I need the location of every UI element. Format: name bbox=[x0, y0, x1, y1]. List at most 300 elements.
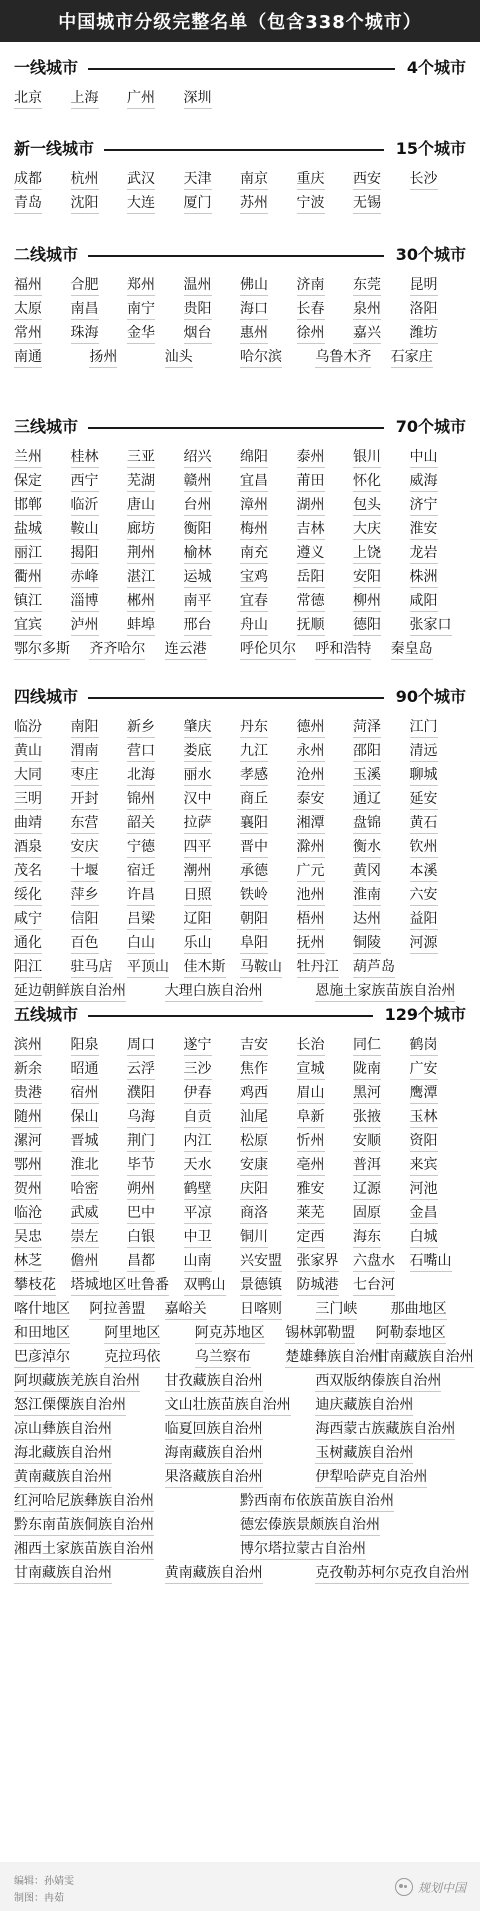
city-name: 忻州 bbox=[297, 1128, 325, 1154]
city-name: 烟台 bbox=[184, 320, 212, 346]
city-name: 鹰潭 bbox=[410, 1080, 438, 1106]
city-name: 德宏傣族景颇族自治州 bbox=[240, 1512, 380, 1538]
tier-count: 4个城市 bbox=[406, 58, 466, 77]
tier-divider bbox=[88, 697, 384, 699]
city-name: 益阳 bbox=[410, 906, 438, 932]
city-name: 承德 bbox=[240, 858, 268, 884]
city-name: 白银 bbox=[127, 1224, 155, 1250]
city-name: 和田地区 bbox=[14, 1320, 70, 1346]
city-name: 乌兰察布 bbox=[195, 1344, 251, 1370]
city-name: 盐城 bbox=[14, 516, 42, 542]
city-name: 淮北 bbox=[71, 1152, 99, 1178]
city-name: 扬州 bbox=[89, 344, 117, 370]
city-name: 绥化 bbox=[14, 882, 42, 908]
city-row bbox=[14, 1296, 466, 1322]
city-row bbox=[14, 1536, 466, 1562]
watermark bbox=[395, 1877, 466, 1897]
city-name: 深圳 bbox=[184, 85, 212, 111]
city-name: 郴州 bbox=[127, 588, 155, 614]
city-name: 通辽 bbox=[353, 786, 381, 812]
city-name: 广安 bbox=[410, 1056, 438, 1082]
tier-name: 二线城市 bbox=[14, 245, 79, 264]
city-row bbox=[14, 444, 466, 470]
city-row bbox=[14, 1560, 470, 1586]
city-name: 泰安 bbox=[297, 786, 325, 812]
city-row bbox=[14, 1344, 474, 1370]
city-name: 温州 bbox=[184, 272, 212, 298]
city-name: 郑州 bbox=[127, 272, 155, 298]
city-name: 晋城 bbox=[71, 1128, 99, 1154]
tier-name: 五线城市 bbox=[14, 1005, 79, 1024]
city-name: 安康 bbox=[240, 1152, 268, 1178]
city-name: 天津 bbox=[184, 166, 212, 192]
city-name: 巴彦淖尔 bbox=[14, 1344, 70, 1370]
city-name: 天水 bbox=[184, 1152, 212, 1178]
city-name: 东营 bbox=[71, 810, 99, 836]
city-name: 咸阳 bbox=[410, 588, 438, 614]
city-name: 榆林 bbox=[184, 540, 212, 566]
city-name: 嘉兴 bbox=[353, 320, 381, 346]
city-name: 商丘 bbox=[240, 786, 268, 812]
city-row bbox=[14, 320, 466, 346]
city-name: 邢台 bbox=[184, 612, 212, 638]
city-name: 珠海 bbox=[71, 320, 99, 346]
city-name: 咸宁 bbox=[14, 906, 42, 932]
city-name: 襄阳 bbox=[240, 810, 268, 836]
city-row bbox=[14, 1224, 466, 1250]
city-name: 沧州 bbox=[297, 762, 325, 788]
city-name: 长沙 bbox=[410, 166, 438, 192]
tier4-header bbox=[14, 686, 466, 710]
city-name: 南阳 bbox=[71, 714, 99, 740]
city-name: 曲靖 bbox=[14, 810, 42, 836]
city-name: 宜春 bbox=[240, 588, 268, 614]
city-name: 临沂 bbox=[71, 492, 99, 518]
city-name: 枣庄 bbox=[71, 762, 99, 788]
city-name: 朔州 bbox=[127, 1176, 155, 1202]
city-row bbox=[14, 882, 466, 908]
city-name: 张家界 bbox=[297, 1248, 339, 1274]
city-name: 铜陵 bbox=[353, 930, 381, 956]
city-name: 揭阳 bbox=[71, 540, 99, 566]
city-row bbox=[14, 1416, 466, 1442]
city-name: 玉林 bbox=[410, 1104, 438, 1130]
city-name: 崇左 bbox=[71, 1224, 99, 1250]
city-name: 阜阳 bbox=[240, 930, 268, 956]
city-name: 甘南藏族自治州 bbox=[376, 1344, 474, 1370]
city-name: 贵阳 bbox=[184, 296, 212, 322]
city-name: 黄南藏族自治州 bbox=[14, 1464, 112, 1490]
city-name: 阿勒泰地区 bbox=[376, 1320, 446, 1346]
city-name: 喀什地区 bbox=[14, 1296, 70, 1322]
city-row bbox=[14, 540, 466, 566]
city-name: 汉中 bbox=[184, 786, 212, 812]
city-name: 重庆 bbox=[297, 166, 325, 192]
city-name: 池州 bbox=[297, 882, 325, 908]
city-row bbox=[14, 492, 466, 518]
city-name: 永州 bbox=[297, 738, 325, 764]
city-name: 衡阳 bbox=[184, 516, 212, 542]
city-name: 怒江傈僳族自治州 bbox=[14, 1392, 126, 1418]
city-name: 那曲地区 bbox=[391, 1296, 447, 1322]
city-name: 北京 bbox=[14, 85, 42, 111]
city-name: 怀化 bbox=[353, 468, 381, 494]
city-name: 昆明 bbox=[410, 272, 438, 298]
city-name: 信阳 bbox=[71, 906, 99, 932]
city-name: 固原 bbox=[353, 1200, 381, 1226]
city-row bbox=[14, 1320, 466, 1346]
city-name: 南通 bbox=[14, 344, 42, 370]
city-name: 衢州 bbox=[14, 564, 42, 590]
city-name: 阿克苏地区 bbox=[195, 1320, 265, 1346]
city-name: 淮南 bbox=[353, 882, 381, 908]
city-row bbox=[14, 1104, 466, 1130]
city-name: 中山 bbox=[410, 444, 438, 470]
city-name: 吕梁 bbox=[127, 906, 155, 932]
city-name: 塔城地区 bbox=[71, 1272, 127, 1298]
tier-count: 70个城市 bbox=[395, 417, 466, 436]
city-name: 钦州 bbox=[410, 834, 438, 860]
city-name: 宜宾 bbox=[14, 612, 42, 638]
city-row bbox=[14, 1032, 466, 1058]
city-row bbox=[14, 516, 466, 542]
city-name: 德州 bbox=[297, 714, 325, 740]
city-name: 龙岩 bbox=[410, 540, 438, 566]
city-row bbox=[14, 166, 466, 192]
city-name: 马鞍山 bbox=[240, 954, 282, 980]
city-name: 安庆 bbox=[71, 834, 99, 860]
city-name: 景德镇 bbox=[240, 1272, 282, 1298]
city-name: 遂宁 bbox=[184, 1032, 212, 1058]
tier-count: 30个城市 bbox=[395, 245, 466, 264]
city-name: 泸州 bbox=[71, 612, 99, 638]
city-name: 吐鲁番 bbox=[127, 1272, 169, 1298]
city-name: 雅安 bbox=[297, 1176, 325, 1202]
city-name: 舟山 bbox=[240, 612, 268, 638]
tier-name: 新一线城市 bbox=[14, 139, 95, 158]
city-name: 海西蒙古族藏族自治州 bbox=[315, 1416, 455, 1442]
city-name: 德阳 bbox=[353, 612, 381, 638]
city-row bbox=[14, 714, 466, 740]
city-name: 宿州 bbox=[71, 1080, 99, 1106]
city-name: 黄冈 bbox=[353, 858, 381, 884]
city-row bbox=[14, 930, 466, 956]
city-name: 贵港 bbox=[14, 1080, 42, 1106]
city-name: 滁州 bbox=[297, 834, 325, 860]
city-name: 鸡西 bbox=[240, 1080, 268, 1106]
city-name: 武汉 bbox=[127, 166, 155, 192]
city-name: 宝鸡 bbox=[240, 564, 268, 590]
city-name: 百色 bbox=[71, 930, 99, 956]
city-name: 上饶 bbox=[353, 540, 381, 566]
tier-divider bbox=[88, 1015, 373, 1017]
city-name: 宜昌 bbox=[240, 468, 268, 494]
city-name: 鹤壁 bbox=[184, 1176, 212, 1202]
city-name: 荆州 bbox=[127, 540, 155, 566]
city-name: 阜新 bbox=[297, 1104, 325, 1130]
city-row bbox=[14, 588, 466, 614]
city-name: 阳江 bbox=[14, 954, 42, 980]
city-name: 新乡 bbox=[127, 714, 155, 740]
city-row bbox=[14, 272, 466, 298]
city-row bbox=[14, 978, 466, 1004]
city-name: 广元 bbox=[297, 858, 325, 884]
city-name: 南充 bbox=[240, 540, 268, 566]
city-name: 黔西南布依族苗族自治州 bbox=[240, 1488, 394, 1514]
city-name: 三沙 bbox=[184, 1056, 212, 1082]
city-name: 呼和浩特 bbox=[315, 636, 371, 662]
city-name: 自贡 bbox=[184, 1104, 212, 1130]
city-name: 眉山 bbox=[297, 1080, 325, 1106]
chart-credit: 制图：冉茹 bbox=[14, 1893, 64, 1904]
city-name: 乌海 bbox=[127, 1104, 155, 1130]
city-name: 随州 bbox=[14, 1104, 42, 1130]
city-name: 晋中 bbox=[240, 834, 268, 860]
city-name: 黄南藏族自治州 bbox=[165, 1560, 263, 1586]
tier3-header bbox=[14, 416, 466, 440]
city-name: 安顺 bbox=[353, 1128, 381, 1154]
city-name: 连云港 bbox=[165, 636, 207, 662]
city-name: 凉山彝族自治州 bbox=[14, 1416, 112, 1442]
city-row bbox=[14, 834, 466, 860]
city-name: 大同 bbox=[14, 762, 42, 788]
city-name: 海北藏族自治州 bbox=[14, 1440, 112, 1466]
city-name: 葫芦岛 bbox=[353, 954, 395, 980]
city-name: 常州 bbox=[14, 320, 42, 346]
city-name: 鞍山 bbox=[71, 516, 99, 542]
city-name: 楚雄彝族自治州 bbox=[285, 1344, 383, 1370]
city-name: 台州 bbox=[184, 492, 212, 518]
city-name: 哈尔滨 bbox=[240, 344, 282, 370]
city-name: 佛山 bbox=[240, 272, 268, 298]
city-name: 聊城 bbox=[410, 762, 438, 788]
city-name: 株洲 bbox=[410, 564, 438, 590]
city-name: 三明 bbox=[14, 786, 42, 812]
city-name: 洛阳 bbox=[410, 296, 438, 322]
city-name: 淮安 bbox=[410, 516, 438, 542]
city-name: 运城 bbox=[184, 564, 212, 590]
city-name: 中卫 bbox=[184, 1224, 212, 1250]
city-name: 福州 bbox=[14, 272, 42, 298]
tier-name: 三线城市 bbox=[14, 417, 79, 436]
city-row bbox=[14, 1176, 466, 1202]
city-name: 阳泉 bbox=[71, 1032, 99, 1058]
city-name: 长春 bbox=[297, 296, 325, 322]
city-name: 海口 bbox=[240, 296, 268, 322]
city-name: 汕尾 bbox=[240, 1104, 268, 1130]
city-name: 黔东南苗族侗族自治州 bbox=[14, 1512, 154, 1538]
city-name: 河池 bbox=[410, 1176, 438, 1202]
city-name: 江门 bbox=[410, 714, 438, 740]
city-name: 乌鲁木齐 bbox=[315, 344, 371, 370]
city-name: 赣州 bbox=[184, 468, 212, 494]
city-name: 鄂尔多斯 bbox=[14, 636, 70, 662]
city-name: 佳木斯 bbox=[184, 954, 226, 980]
city-name: 常德 bbox=[297, 588, 325, 614]
city-name: 阿拉善盟 bbox=[89, 1296, 145, 1322]
city-name: 阿坝藏族羌族自治州 bbox=[14, 1368, 140, 1394]
city-name: 三亚 bbox=[127, 444, 155, 470]
city-name: 果洛藏族自治州 bbox=[165, 1464, 263, 1490]
city-name: 安阳 bbox=[353, 564, 381, 590]
city-name: 达州 bbox=[353, 906, 381, 932]
city-row bbox=[14, 1200, 466, 1226]
city-name: 桂林 bbox=[71, 444, 99, 470]
city-name: 上海 bbox=[71, 85, 99, 111]
city-name: 抚州 bbox=[297, 930, 325, 956]
city-name: 六盘水 bbox=[353, 1248, 395, 1274]
city-name: 清远 bbox=[410, 738, 438, 764]
city-name: 甘孜藏族自治州 bbox=[165, 1368, 263, 1394]
city-name: 伊春 bbox=[184, 1080, 212, 1106]
city-name: 滨州 bbox=[14, 1032, 42, 1058]
city-name: 杭州 bbox=[71, 166, 99, 192]
city-name: 岳阳 bbox=[297, 564, 325, 590]
city-name: 七台河 bbox=[353, 1272, 395, 1298]
city-name: 邵阳 bbox=[353, 738, 381, 764]
city-name: 保山 bbox=[71, 1104, 99, 1130]
city-name: 蚌埠 bbox=[127, 612, 155, 638]
tier-new1-header bbox=[14, 138, 466, 162]
city-row bbox=[14, 954, 466, 980]
city-name: 昌都 bbox=[127, 1248, 155, 1274]
editor-credit: 编辑：孙婧雯 bbox=[14, 1876, 74, 1887]
city-name: 四平 bbox=[184, 834, 212, 860]
city-row bbox=[14, 1464, 466, 1490]
city-row bbox=[14, 1440, 466, 1466]
city-name: 驻马店 bbox=[71, 954, 113, 980]
city-name: 广州 bbox=[127, 85, 155, 111]
city-row bbox=[14, 1056, 466, 1082]
city-name: 儋州 bbox=[71, 1248, 99, 1274]
city-name: 韶关 bbox=[127, 810, 155, 836]
city-name: 亳州 bbox=[297, 1152, 325, 1178]
city-name: 赤峰 bbox=[71, 564, 99, 590]
city-name: 太原 bbox=[14, 296, 42, 322]
city-name: 延边朝鲜族自治州 bbox=[14, 978, 126, 1004]
city-name: 东莞 bbox=[353, 272, 381, 298]
city-name: 白山 bbox=[127, 930, 155, 956]
city-name: 渭南 bbox=[71, 738, 99, 764]
city-name: 银川 bbox=[353, 444, 381, 470]
city-name: 商洛 bbox=[240, 1200, 268, 1226]
city-name: 周口 bbox=[127, 1032, 155, 1058]
city-name: 济宁 bbox=[410, 492, 438, 518]
city-name: 日照 bbox=[184, 882, 212, 908]
city-name: 哈密 bbox=[71, 1176, 99, 1202]
city-row bbox=[14, 906, 466, 932]
city-name: 文山壮族苗族自治州 bbox=[165, 1392, 291, 1418]
city-name: 呼伦贝尔 bbox=[240, 636, 296, 662]
city-name: 丹东 bbox=[240, 714, 268, 740]
city-name: 昭通 bbox=[71, 1056, 99, 1082]
city-name: 镇江 bbox=[14, 588, 42, 614]
city-name: 抚顺 bbox=[297, 612, 325, 638]
city-name: 林芝 bbox=[14, 1248, 42, 1274]
city-name: 辽阳 bbox=[184, 906, 212, 932]
city-name: 漯河 bbox=[14, 1128, 42, 1154]
city-name: 迪庆藏族自治州 bbox=[315, 1392, 413, 1418]
city-name: 双鸭山 bbox=[184, 1272, 226, 1298]
city-name: 延安 bbox=[410, 786, 438, 812]
city-name: 三门峡 bbox=[315, 1296, 357, 1322]
city-row bbox=[14, 1152, 466, 1178]
city-name: 玉树藏族自治州 bbox=[315, 1440, 413, 1466]
city-name: 西双版纳傣族自治州 bbox=[315, 1368, 441, 1394]
city-name: 南昌 bbox=[71, 296, 99, 322]
city-name: 酒泉 bbox=[14, 834, 42, 860]
city-name: 定西 bbox=[297, 1224, 325, 1250]
city-name: 甘南藏族自治州 bbox=[14, 1560, 112, 1586]
city-name: 菏泽 bbox=[353, 714, 381, 740]
city-name: 湖州 bbox=[297, 492, 325, 518]
city-name: 石家庄 bbox=[391, 344, 433, 370]
city-name: 云浮 bbox=[127, 1056, 155, 1082]
city-name: 河源 bbox=[410, 930, 438, 956]
city-name: 宁波 bbox=[297, 190, 325, 216]
city-name: 营口 bbox=[127, 738, 155, 764]
city-name: 濮阳 bbox=[127, 1080, 155, 1106]
city-name: 泰州 bbox=[297, 444, 325, 470]
city-row bbox=[14, 468, 466, 494]
city-name: 荆门 bbox=[127, 1128, 155, 1154]
city-name: 盘锦 bbox=[353, 810, 381, 836]
city-name: 鹤岗 bbox=[410, 1032, 438, 1058]
tier-count: 90个城市 bbox=[395, 687, 466, 706]
city-row bbox=[14, 1080, 466, 1106]
city-name: 同仁 bbox=[353, 1032, 381, 1058]
city-name: 邯郸 bbox=[14, 492, 42, 518]
city-row bbox=[14, 1368, 466, 1394]
city-name: 青岛 bbox=[14, 190, 42, 216]
city-name: 临汾 bbox=[14, 714, 42, 740]
city-row bbox=[14, 738, 466, 764]
city-name: 齐齐哈尔 bbox=[89, 636, 145, 662]
city-name: 保定 bbox=[14, 468, 42, 494]
city-name: 武威 bbox=[71, 1200, 99, 1226]
city-name: 肇庆 bbox=[184, 714, 212, 740]
city-name: 松原 bbox=[240, 1128, 268, 1154]
city-name: 包头 bbox=[353, 492, 381, 518]
watermark-text: 规划中国 bbox=[417, 1880, 466, 1895]
city-name: 西安 bbox=[353, 166, 381, 192]
city-name: 湘潭 bbox=[297, 810, 325, 836]
city-row bbox=[14, 344, 466, 370]
city-name: 淄博 bbox=[71, 588, 99, 614]
city-name: 铜川 bbox=[240, 1224, 268, 1250]
city-name: 石嘴山 bbox=[410, 1248, 452, 1274]
city-row bbox=[14, 564, 466, 590]
city-name: 梧州 bbox=[297, 906, 325, 932]
city-name: 六安 bbox=[410, 882, 438, 908]
city-name: 山南 bbox=[184, 1248, 212, 1274]
city-name: 十堰 bbox=[71, 858, 99, 884]
city-name: 成都 bbox=[14, 166, 42, 192]
city-name: 克拉玛依 bbox=[104, 1344, 160, 1370]
city-name: 海东 bbox=[353, 1224, 381, 1250]
city-name: 辽源 bbox=[353, 1176, 381, 1202]
city-row bbox=[14, 810, 466, 836]
city-name: 张掖 bbox=[353, 1104, 381, 1130]
city-name: 吉安 bbox=[240, 1032, 268, 1058]
city-name: 秦皇岛 bbox=[391, 636, 433, 662]
city-name: 湛江 bbox=[127, 564, 155, 590]
tier-count: 129个城市 bbox=[384, 1005, 466, 1024]
city-name: 许昌 bbox=[127, 882, 155, 908]
city-name: 丽水 bbox=[184, 762, 212, 788]
city-name: 临沧 bbox=[14, 1200, 42, 1226]
city-name: 海南藏族自治州 bbox=[165, 1440, 263, 1466]
